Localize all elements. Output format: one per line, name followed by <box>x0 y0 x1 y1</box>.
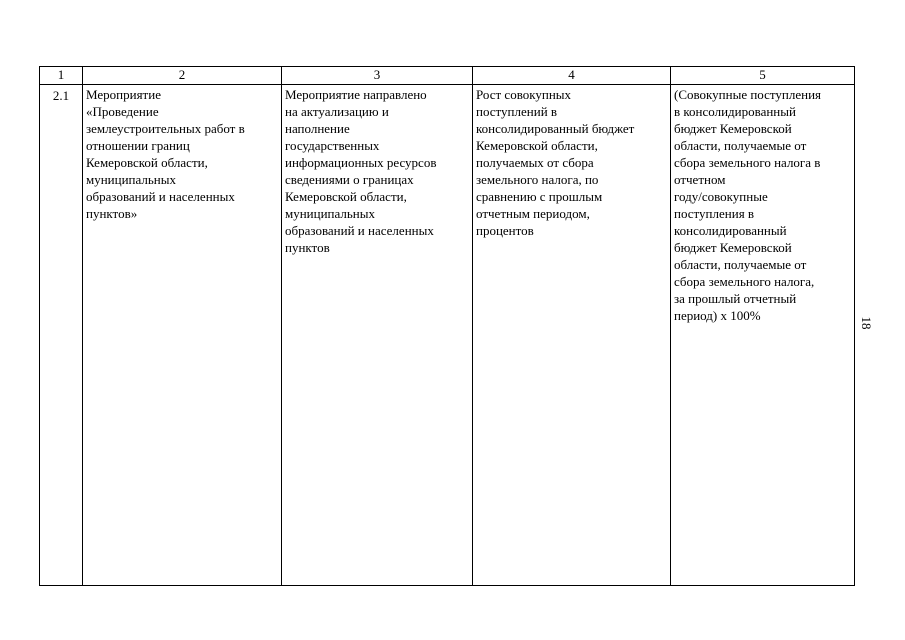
row-number: 2.1 <box>52 88 70 103</box>
indicator-name: Рост совокупных поступлений в консолидированный бюджет Кемеровской области, получаемых от сбора земельного налога, по сравнению с прошлым отчетным периодом, процентов <box>476 87 635 238</box>
column-header-5: 5 <box>671 67 855 85</box>
event-description: Мероприятие направлено на актуализацию и наполнение государственных информационных ресурсов сведениями о границах Кемеровской области, муниципальных образований и населенных пунктов <box>285 87 437 255</box>
event-name: Мероприятие «Проведение землеустроительных работ в отношении границ Кемеровской области, муниципальных образований и населенных пунктов» <box>86 87 245 221</box>
indicator-formula: (Совокупные поступления в консолидированный бюджет Кемеровской области, получаемые от сбора земельного налога в отчетном году/совокупные поступления в консолидированный бюджет Кемеровской области, получаемые от сбора земельного налога, за прошлый отчетный период) х 100% <box>674 87 822 323</box>
page-number: 18 <box>859 316 874 330</box>
table-row <box>40 85 855 586</box>
data-table <box>39 66 855 586</box>
event-description-cell <box>282 85 473 586</box>
formula-cell <box>671 85 855 586</box>
indicator-cell <box>473 85 671 586</box>
column-header-1: 1 <box>40 67 83 85</box>
row-number-cell <box>40 85 83 586</box>
column-header-2: 2 <box>83 67 282 85</box>
column-header-4: 4 <box>473 67 671 85</box>
event-name-cell <box>83 85 282 586</box>
column-header-3: 3 <box>282 67 473 85</box>
table-header-row <box>40 67 855 85</box>
